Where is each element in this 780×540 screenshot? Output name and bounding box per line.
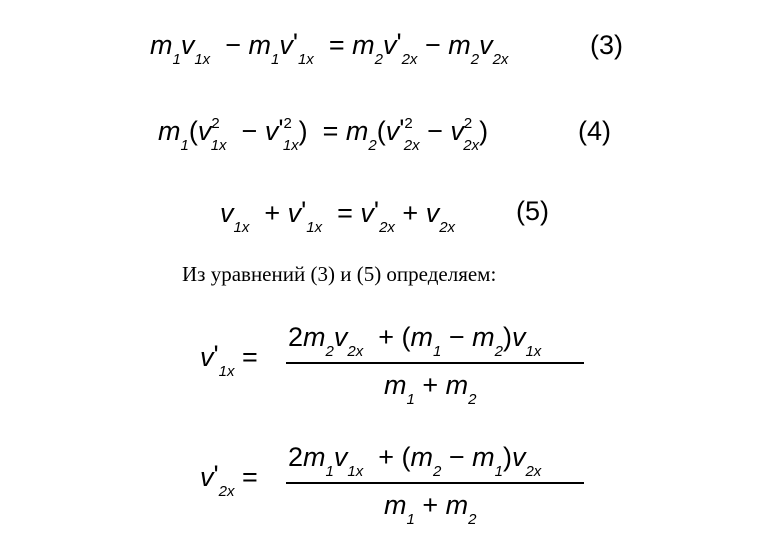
formula-2-lhs: $v'_{2x}$ =	[200, 460, 258, 500]
equation-5-number: (5)	[516, 196, 549, 226]
equation-5: $v_{1x} + v'_{1x} = v'_{2x} + v_{2x}$	[220, 196, 456, 236]
sentence: Из уравнений (3) и (5) определяем:	[182, 262, 497, 286]
formula-1-numerator: $2m_2v_{2x} + (m_1 - m_2)v_{1x}$	[288, 322, 542, 360]
formula-1-fraction-line	[286, 362, 584, 364]
formula-1-lhs: $v'_{1x}$ =	[200, 340, 258, 380]
equation-3: $m_1v_{1x} - m_1v'_{1x} = m_2v'_{2x} - m_2v_{2x}$	[150, 28, 509, 68]
equation-4-number: (4)	[578, 116, 611, 146]
formula-2-numerator: $2m_1v_{1x} + (m_2 - m_1)v_{2x}$	[288, 442, 542, 480]
formula-1-denominator: $m_1 + m_2$	[384, 370, 477, 408]
equation-3-number: (3)	[590, 30, 623, 60]
equation-4: $m_1(v^2_{1x} - v'^2_{1x}) = m_2(v'^2_{2x} - v^2_{2x})$	[158, 114, 489, 154]
formula-2-fraction-line	[286, 482, 584, 484]
formula-2-denominator: $m_1 + m_2$	[384, 490, 477, 528]
